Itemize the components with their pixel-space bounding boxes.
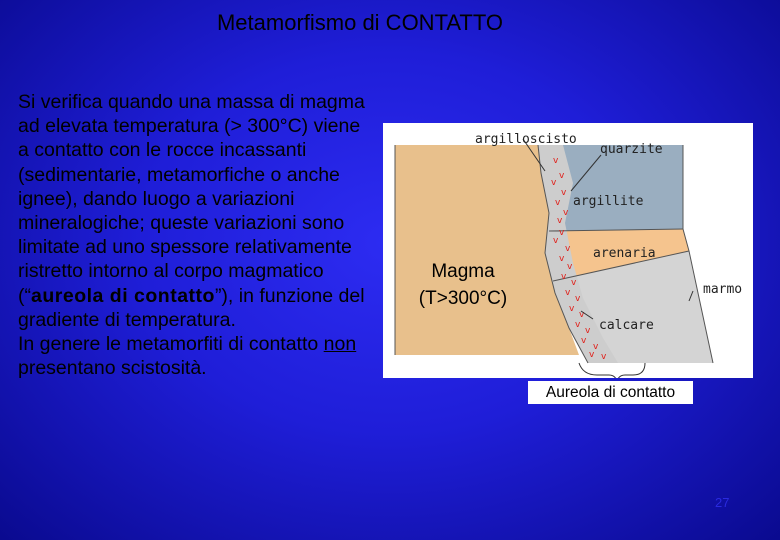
crystal-mark: v — [593, 342, 599, 352]
crystal-mark: v — [565, 244, 571, 254]
crystal-mark: v — [553, 236, 559, 246]
crystal-mark: v — [569, 304, 575, 314]
crystal-mark: v — [555, 198, 561, 208]
body-text-underlined-non: non — [323, 333, 357, 356]
crystal-mark: v — [551, 178, 557, 188]
body-text-bold-term: aureola di contatto — [31, 284, 215, 307]
slide-title: Metamorfismo di CONTATTO — [216, 10, 504, 35]
crystal-mark: v — [553, 156, 559, 166]
crystal-mark: v — [567, 262, 573, 272]
label-marmo: marmo — [703, 282, 743, 297]
magma-label-line1: Magma — [431, 261, 495, 282]
aureola-label: Aureola di contatto — [528, 381, 693, 404]
body-text-part2: ”), in funzione del gradiente di temperatura. — [18, 284, 365, 331]
crystal-mark: v — [561, 188, 567, 198]
label-calcare: calcare — [599, 318, 654, 333]
contact-metamorphism-diagram — [383, 123, 753, 378]
crystal-mark: v — [557, 216, 563, 226]
crystal-mark: v — [575, 294, 581, 304]
crystal-mark: v — [601, 352, 607, 362]
crystal-mark: v — [585, 326, 591, 336]
label-argilloscisto: argilloscisto — [475, 132, 577, 147]
crystal-mark: v — [571, 278, 577, 288]
crystal-mark: v — [589, 350, 595, 360]
body-text-line2-pre: In genere le metamorfiti di contatto — [18, 333, 324, 356]
crystal-mark: v — [559, 254, 565, 264]
crystal-mark: v — [575, 320, 581, 330]
body-text-part1: Si verifica quando una massa di magma ad elevata temperatura (> 300°C) viene a contatto con le rocce incassanti (sedimentarie, metamorfiche o anche ignee), dando luogo a variazioni mineralogiche; queste variazioni sono limitate ad uno spessore relativamente ristretto intorno al corpo magmatico (“ — [18, 91, 365, 307]
crystal-mark: v — [561, 272, 567, 282]
body-text — [18, 90, 368, 380]
crystal-mark: v — [563, 208, 569, 218]
magma-label-line2: (T>300°C) — [418, 288, 508, 309]
label-quarzite: quarzite — [600, 142, 663, 157]
crystal-mark: v — [579, 310, 585, 320]
crystal-mark: v — [565, 288, 571, 298]
label-argillite: argillite — [573, 194, 644, 209]
magma-label — [399, 258, 527, 312]
crystal-mark: v — [559, 228, 565, 238]
crystal-mark: v — [559, 171, 565, 181]
label-arenaria: arenaria — [593, 246, 656, 261]
body-text-line2-post: presentano scistosità. — [18, 357, 207, 380]
crystal-mark: v — [581, 336, 587, 346]
diagram-svg — [383, 123, 753, 378]
page-number: 27 — [715, 495, 730, 510]
